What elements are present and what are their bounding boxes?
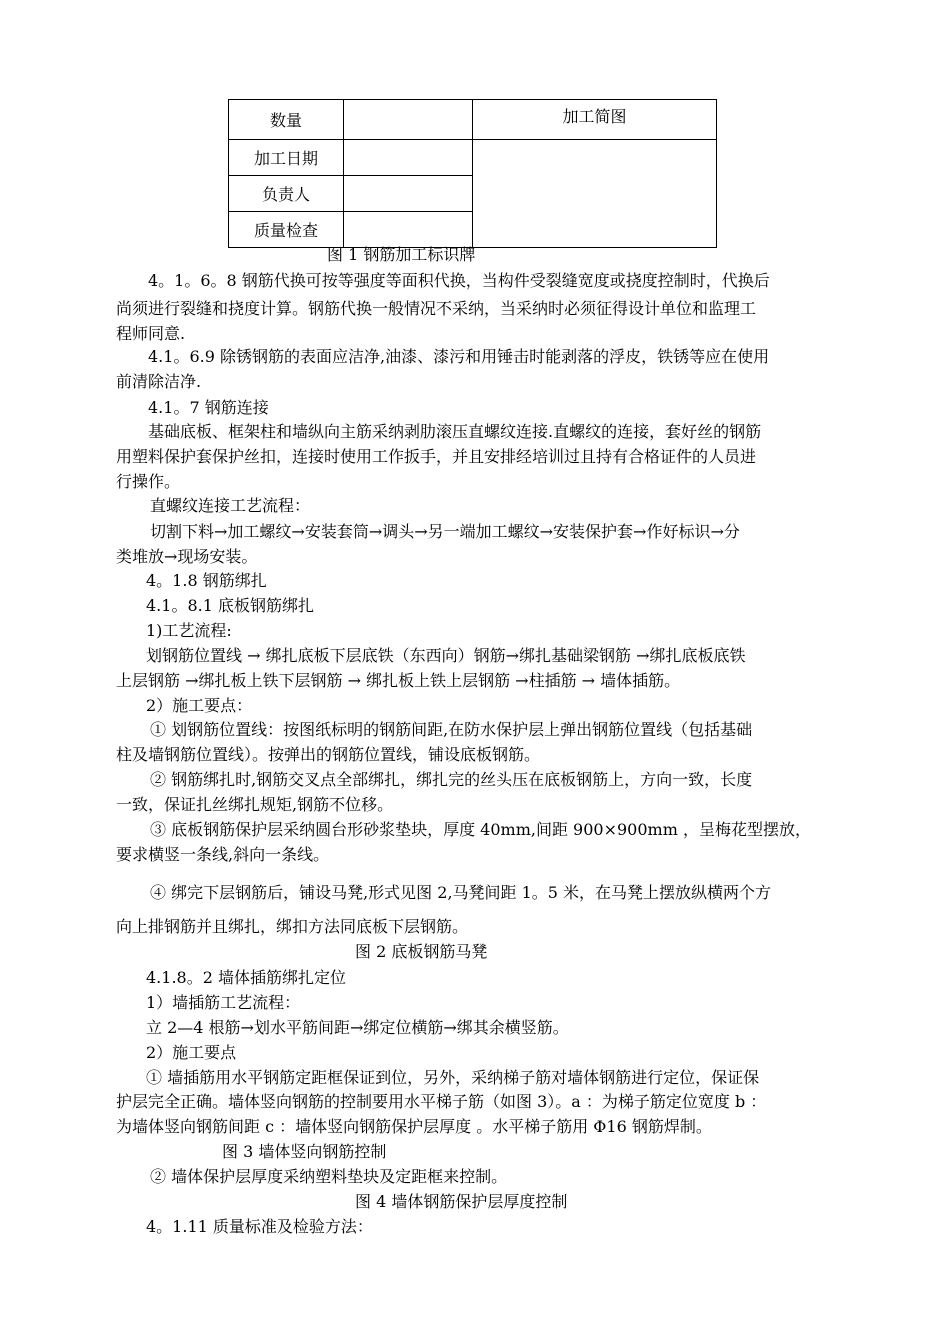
paragraph-line: 划钢筋位置线 → 绑扎底板下层底铁（东西向）钢筋→绑扎基础梁钢筋 →绑扎底板底铁	[146, 646, 746, 665]
section-heading: 4.1。8.1 底板钢筋绑扎	[146, 596, 314, 615]
table-row	[229, 140, 717, 176]
diagram-cell	[473, 140, 717, 248]
section-heading: 4。1.8 钢筋绑扎	[146, 571, 267, 590]
section-heading: 4.1。7 钢筋连接	[148, 398, 269, 417]
paragraph-line: 基础底板、框架柱和墙纵向主筋采纳剥肋滚压直螺纹连接.直螺纹的连接，套好丝的钢筋	[148, 422, 762, 441]
paragraph-line: 行操作。	[116, 472, 181, 491]
figure-caption: 图 2 底板钢筋马凳	[355, 942, 488, 961]
paragraph-line: 直螺纹连接工艺流程：	[150, 496, 311, 515]
paragraph-line: 类堆放→现场安装。	[116, 547, 258, 566]
paragraph-line: ③ 底板钢筋保护层采纳圆台形砂浆垫块，厚度 40mm,间距 900×900mm ，呈梅花型摆放，	[150, 820, 811, 839]
paragraph-line: 向上排钢筋并且绑扎，绑扣方法同底板下层钢筋。	[116, 917, 469, 936]
table-cell-label: 加工日期	[229, 140, 344, 176]
paragraph-line: 用塑料保护套保护丝扣，连接时使用工作扳手，并且安排经培训过且持有合格证件的人员进	[116, 447, 757, 466]
paragraph-line: 4。1。6。8 钢筋代换可按等强度等面积代换，当构件受裂缝宽度或挠度控制时，代换后	[148, 271, 770, 290]
table-cell-label: 数量	[229, 100, 344, 140]
paragraph-line: 1)工艺流程:	[146, 621, 232, 640]
paragraph-line: 前清除洁净.	[116, 372, 202, 391]
paragraph-line: 1）墙插筋工艺流程：	[146, 993, 301, 1012]
paragraph-line: 2）施工要点：	[146, 696, 253, 715]
paragraph-line: 尚须进行裂缝和挠度计算。钢筋代换一般情况不采纳，当采纳时必须征得设计单位和监理工	[116, 299, 757, 318]
paragraph-line: 柱及墙钢筋位置线）。按弹出的钢筋位置线，铺设底板钢筋。	[116, 745, 541, 764]
paragraph-line: 切割下料→加工螺纹→安装套筒→调头→另一端加工螺纹→安装保护套→作好标识→分	[150, 522, 740, 541]
table-cell-value	[344, 100, 473, 140]
figure-caption: 图 1 钢筋加工标识牌	[327, 245, 476, 264]
diagram-header-cell: 加工简图	[473, 100, 717, 140]
table-row	[229, 100, 717, 140]
table-cell-value	[344, 140, 473, 176]
paragraph-line: 立 2—4 根筋→划水平筋间距→绑定位横筋→绑其余横竖筋。	[146, 1018, 569, 1037]
paragraph-line: 护层完全正确。墙体竖向钢筋的控制要用水平梯子筋（如图 3）。a ：为梯子筋定位宽度 b ：	[116, 1092, 767, 1111]
paragraph-line: ① 划钢筋位置线：按图纸标明的钢筋间距,在防水保护层上弹出钢筋位置线（包括基础	[150, 720, 753, 739]
paragraph-line: 上层钢筋 →绑扎板上铁下层钢筋 → 绑扎板上铁上层钢筋 →柱插筋 → 墙体插筋。	[116, 671, 681, 690]
figure-caption: 图 3 墙体竖向钢筋控制	[222, 1142, 387, 1161]
paragraph-line: 一致，保证扎丝绑扎规矩,钢筋不位移。	[116, 795, 394, 814]
paragraph-line: ① 墙插筋用水平钢筋定距框保证到位，另外，采纳梯子筋对墙体钢筋进行定位，保证保	[146, 1068, 760, 1087]
paragraph-line: 程师同意.	[116, 324, 186, 343]
paragraph-line: ④ 绑完下层钢筋后，铺设马凳,形式见图 2,马凳间距 1。5 米，在马凳上摆放纵横两个方	[150, 883, 772, 902]
table-cell-value	[344, 176, 473, 212]
table-cell-label: 负责人	[229, 176, 344, 212]
table-cell-label: 质量检查	[229, 212, 344, 248]
paragraph-line: ② 墙体保护层厚度采纳塑料垫块及定距框来控制。	[150, 1167, 508, 1186]
rebar-label-table	[228, 99, 717, 248]
section-heading: 4。1.11 质量标准及检验方法：	[146, 1217, 373, 1236]
paragraph-line: 为墙体竖向钢筋间距 c ：墙体竖向钢筋保护层厚度 。水平梯子筋用 Φ16 钢筋焊制。	[116, 1117, 712, 1136]
paragraph-line: 2）施工要点	[146, 1043, 237, 1062]
section-heading: 4.1.8。2 墙体插筋绑扎定位	[146, 968, 346, 987]
paragraph-line: ② 钢筋绑扎时,钢筋交叉点全部绑扎，绑扎完的丝头压在底板钢筋上，方向一致，长度	[150, 770, 753, 789]
paragraph-line: 4.1。6.9 除锈钢筋的表面应洁净,油漆、漆污和用锤击时能剥落的浮皮，铁锈等应在使用	[148, 347, 770, 366]
figure-caption: 图 4 墙体钢筋保护层厚度控制	[355, 1192, 568, 1211]
paragraph-line: 要求横竖一条线,斜向一条线。	[116, 845, 330, 864]
